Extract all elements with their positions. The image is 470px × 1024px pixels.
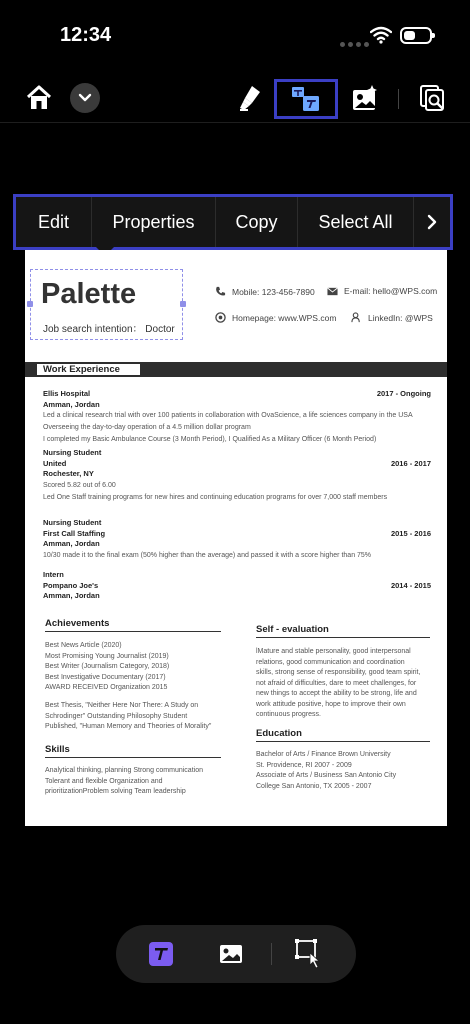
job-detail[interactable]: Led a clinical research trial with over 100 patients in collaboration with OvaScience, a life sciences company in the USA bbox=[43, 412, 413, 419]
job-dates[interactable]: 2017 - Ongoing bbox=[376, 389, 431, 398]
contact-email-text: E-mail: hello@WPS.com bbox=[344, 286, 438, 296]
contact-mobile-text: Mobile: 123-456-7890 bbox=[232, 286, 315, 297]
top-toolbar bbox=[0, 75, 470, 123]
self-eval-line[interactable]: not afraid of difficulties, dare to meet challenges, for bbox=[256, 679, 417, 687]
job-title[interactable]: Intern bbox=[43, 570, 64, 579]
job-title[interactable]: Nursing Student bbox=[43, 518, 102, 527]
wifi-icon bbox=[370, 26, 392, 44]
dropdown-button[interactable] bbox=[70, 83, 100, 113]
menu-item-edit[interactable]: Edit bbox=[16, 197, 92, 247]
text-tool-icon bbox=[148, 941, 174, 967]
chevron-down-icon bbox=[78, 93, 92, 103]
battery-icon bbox=[400, 27, 432, 44]
resume-name[interactable]: Palette bbox=[41, 278, 137, 310]
thesis-text bbox=[45, 701, 211, 733]
search-document-icon bbox=[419, 84, 447, 112]
image-edit-icon bbox=[351, 84, 379, 112]
phone-icon bbox=[215, 286, 226, 297]
skills-line[interactable]: Analytical thinking, planning Strong communication bbox=[45, 767, 203, 774]
job-intention[interactable]: Job search intention： Doctor bbox=[43, 324, 175, 335]
image-tool-icon bbox=[218, 942, 244, 966]
education-line[interactable]: Associate of Arts / Business San Antonio City bbox=[256, 772, 397, 779]
contact-mobile bbox=[215, 286, 315, 297]
job-place[interactable]: Amman, Jordan bbox=[43, 539, 100, 548]
achievement-item[interactable]: Best News Article (2020) bbox=[45, 642, 122, 649]
job-entry bbox=[43, 389, 431, 446]
user-icon bbox=[351, 312, 362, 323]
job-org[interactable]: First Call Staffing bbox=[43, 528, 106, 538]
job-detail[interactable]: Led One Staff training programs for new hires and continuing education programs for over 7,000 staff members bbox=[43, 493, 388, 501]
menu-item-select-all[interactable]: Select All bbox=[298, 197, 414, 247]
education-line[interactable]: College San Antonio, TX 2005 - 2007 bbox=[256, 782, 372, 790]
job-entry bbox=[43, 570, 431, 602]
menu-next-button[interactable] bbox=[414, 197, 450, 247]
thesis-line[interactable]: Schrodinger" Outstanding Philosophy Student bbox=[45, 712, 188, 720]
skills-heading[interactable]: Skills bbox=[45, 744, 221, 758]
right-resize-handle[interactable] bbox=[180, 301, 186, 307]
achievements-heading[interactable]: Achievements bbox=[45, 618, 221, 632]
bottom-tool-bar bbox=[116, 925, 356, 983]
select-area-icon bbox=[294, 938, 326, 970]
self-eval-line[interactable]: lMature and stable personality, good interpersonal bbox=[256, 648, 411, 655]
contact-email bbox=[327, 286, 437, 296]
education-line[interactable]: St. Providence, RI 2007 - 2009 bbox=[256, 761, 352, 769]
contact-homepage-text: Homepage: www.WPS.com bbox=[232, 312, 337, 323]
education-line[interactable]: Bachelor of Arts / Finance Brown University bbox=[256, 751, 391, 758]
document-page[interactable] bbox=[25, 250, 447, 826]
skills-text bbox=[45, 766, 203, 798]
skills-line[interactable]: Tolerant and flexible Organization and bbox=[45, 777, 163, 785]
job-entry bbox=[43, 518, 431, 562]
menu-item-properties[interactable]: Properties bbox=[92, 197, 216, 247]
contact-linkedin bbox=[351, 312, 433, 323]
work-experience-heading[interactable]: Work Experience bbox=[37, 364, 140, 375]
education-heading[interactable]: Education bbox=[256, 728, 430, 742]
self-eval-line[interactable]: work attitude positive, hope to improve their own bbox=[256, 700, 406, 708]
achievement-item[interactable]: AWARD RECEIVED Organization 2015 bbox=[45, 684, 168, 691]
job-org[interactable]: Pompano Joe's bbox=[43, 580, 99, 590]
job-dates[interactable]: 2014 - 2015 bbox=[390, 580, 431, 590]
image-tool-button[interactable] bbox=[218, 942, 244, 966]
job-detail[interactable]: Scored 5.82 out of 6.00 bbox=[43, 481, 116, 489]
toolbar-divider bbox=[398, 89, 399, 109]
select-area-button[interactable] bbox=[294, 938, 326, 970]
highlighter-icon bbox=[238, 84, 264, 112]
skills-line[interactable]: prioritizationProblem solving Team leadership bbox=[45, 788, 186, 795]
menu-item-copy[interactable]: Copy bbox=[216, 197, 298, 247]
work-experience-bar bbox=[25, 362, 447, 377]
bottom-bar-divider bbox=[271, 943, 272, 965]
self-eval-line[interactable]: continuous progress. bbox=[256, 711, 321, 718]
chevron-right-icon bbox=[426, 214, 438, 230]
selected-text-box[interactable] bbox=[30, 269, 183, 340]
job-place[interactable]: Amman, Jordan bbox=[43, 591, 100, 600]
thesis-line[interactable]: Published, "Human Memory and Theories of Morality" bbox=[45, 723, 212, 730]
job-org[interactable]: United bbox=[43, 458, 67, 468]
job-detail[interactable]: Overseeing the day-to-day operation of a 4.5 million dollar program bbox=[43, 424, 251, 431]
job-org[interactable]: Ellis Hospital bbox=[43, 389, 91, 398]
job-detail[interactable]: 10/30 made it to the final exam (50% higher than the average) and passed it with a score higher than 75% bbox=[43, 551, 372, 559]
achievements-list bbox=[45, 641, 169, 694]
image-edit-button[interactable] bbox=[348, 81, 382, 115]
achievement-item[interactable]: Best Investigative Documentary (2017) bbox=[45, 673, 166, 681]
job-place[interactable]: Rochester, NY bbox=[43, 469, 94, 478]
text-tool-button[interactable] bbox=[148, 941, 174, 967]
achievement-item[interactable]: Most Promising Young Journalist (2019) bbox=[45, 652, 169, 660]
self-evaluation-heading[interactable]: Self - evaluation bbox=[256, 624, 430, 638]
thesis-line[interactable]: Best Thesis, "Neither Here Nor There: A Study on bbox=[45, 702, 199, 709]
context-menu bbox=[13, 194, 453, 250]
self-eval-line[interactable]: relations, good communication and coordination bbox=[256, 658, 405, 666]
search-document-button[interactable] bbox=[416, 81, 450, 115]
contact-homepage bbox=[215, 312, 336, 323]
edit-text-tool-button[interactable] bbox=[274, 79, 338, 119]
status-bar bbox=[0, 0, 470, 70]
job-dates[interactable]: 2016 - 2017 bbox=[390, 458, 431, 468]
self-eval-line[interactable]: new things to accept the ability to be strong, life and bbox=[256, 690, 417, 697]
highlighter-button[interactable] bbox=[234, 81, 268, 115]
home-icon bbox=[25, 84, 53, 112]
edit-text-icon bbox=[291, 85, 321, 113]
contact-linkedin-text: LinkedIn: @WPS bbox=[368, 312, 433, 323]
mail-icon bbox=[327, 287, 338, 296]
signal-icon bbox=[340, 34, 372, 52]
achievement-item[interactable]: Best Writer (Journalism Category, 2018) bbox=[45, 663, 170, 670]
status-time: 12:34 bbox=[60, 24, 112, 46]
job-place[interactable]: Amman, Jordan bbox=[43, 399, 100, 409]
job-dates[interactable]: 2015 - 2016 bbox=[390, 528, 431, 538]
job-title[interactable]: Nursing Student bbox=[43, 448, 102, 457]
globe-icon bbox=[215, 312, 226, 323]
left-resize-handle[interactable] bbox=[27, 301, 33, 307]
job-detail[interactable]: I completed my Basic Ambulance Course (3 Month Period), I Qualified As a Military Officer (6 Month Period) bbox=[43, 436, 377, 443]
education-text bbox=[256, 750, 396, 792]
job-entry bbox=[43, 448, 431, 504]
home-button[interactable] bbox=[22, 81, 56, 115]
self-evaluation-text bbox=[256, 647, 420, 721]
self-eval-line[interactable]: skills, strong sense of responsibility, good team spirit, bbox=[256, 669, 421, 676]
